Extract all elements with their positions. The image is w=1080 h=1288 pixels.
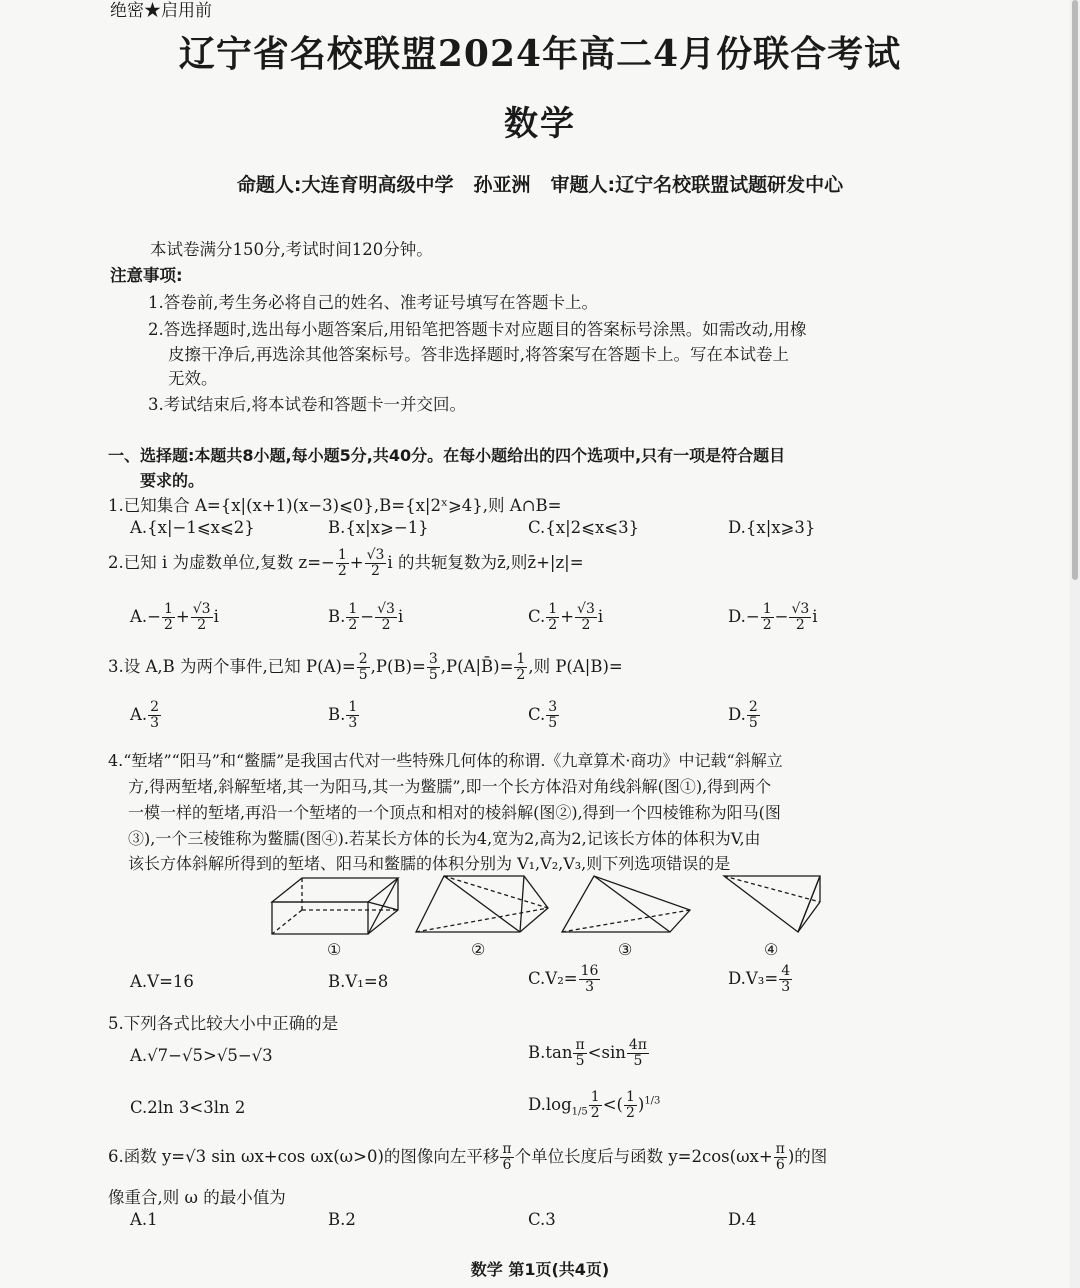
figure-2-qiandu bbox=[412, 870, 552, 936]
figure-3-label: ③ bbox=[618, 940, 633, 959]
q2-stem: 2.已知 i 为虚数单位,复数 z=− $\frac{1}{2}$ + $\frac{√3}{2}$ i 的共轭复数为z̄,则z̄+|z|= bbox=[108, 547, 584, 579]
exam-title: 辽宁省名校联盟2024年高二4月份联合考试 bbox=[178, 33, 902, 75]
note-1: 1.答卷前,考生务必将自己的姓名、准考证号填写在答题卡上。 bbox=[148, 293, 598, 312]
q4-option-b: B.V₁=8 bbox=[328, 972, 389, 991]
q2-option-b: B. $\frac{1}{2}$ − $\frac{√3}{2}$ i bbox=[328, 601, 404, 633]
q6-option-b: B.2 bbox=[328, 1210, 356, 1229]
q5-option-b: B.tan $\frac{\pi}{5}$ <sin $\frac{4\pi}{5}$ bbox=[528, 1037, 647, 1069]
note-2-end: 无效。 bbox=[168, 369, 218, 388]
q5-option-c: C.2ln 3<3ln 2 bbox=[130, 1098, 246, 1117]
figure-1-cuboid bbox=[268, 874, 404, 938]
note-2-cont: 皮擦干净后,再选涂其他答案标号。答非选择题时,将答案写在答题卡上。写在本试卷上 bbox=[168, 345, 789, 364]
q4-option-d: D.V₃= $\frac{4}{3}$ bbox=[728, 963, 791, 995]
q5-option-a: A.√7−√5>√5−√3 bbox=[130, 1046, 273, 1065]
q1-stem: 1.已知集合 A={x|(x+1)(x−3)⩽0},B={x|2ˣ⩾4},则 A∩B= bbox=[108, 496, 562, 515]
q3-option-a: A. $\frac{2}{3}$ bbox=[130, 699, 160, 731]
score-time: 本试卷满分150分,考试时间120分钟。 bbox=[150, 240, 433, 259]
q6-stem: 6.函数 y=√3 sin ωx+cos ωx(ω>0)的图像向左平移 $\frac{\pi}{6}$ 个单位长度后与函数 y=2cos(ωx+ $\frac{\pi}{6}$ )的图 bbox=[108, 1141, 828, 1173]
q5-stem: 5.下列各式比较大小中正确的是 bbox=[108, 1014, 339, 1033]
page-footer: 数学 第1页(共4页) bbox=[470, 1260, 610, 1279]
figure-4-label: ④ bbox=[764, 940, 779, 959]
q6-option-c: C.3 bbox=[528, 1210, 556, 1229]
q3-option-c: C. $\frac{3}{5}$ bbox=[528, 699, 558, 731]
q6-stem-cont: 像重合,则 ω 的最小值为 bbox=[108, 1188, 286, 1207]
q3-stem: 3.设 A,B 为两个事件,已知 P(A)= $\frac{2}{5}$ ,P(B)= $\frac{3}{5}$ ,P(A|B̄)= $\frac{1}{2}$ ,则 P(A|B)= bbox=[108, 651, 623, 683]
q6-option-a: A.1 bbox=[130, 1210, 158, 1229]
q2-option-d: D.− $\frac{1}{2}$ − $\frac{√3}{2}$ i bbox=[728, 601, 818, 633]
q4-option-a: A.V=16 bbox=[130, 972, 194, 991]
figure-4-bienao bbox=[720, 872, 824, 936]
q4-line-4: ③),一个三棱锥称为鳖臑(图④).若某长方体的长为4,宽为2,高为2,记该长方体的体积为V,由 bbox=[128, 829, 761, 848]
note-3: 3.考试结束后,将本试卷和答题卡一并交回。 bbox=[148, 395, 466, 414]
notes-title: 注意事项: bbox=[110, 266, 183, 285]
q4-line-2: 方,得两堑堵,斜解堑堵,其一为阳马,其一为鳖臑”,即一个长方体沿对角线斜解(图①),得到两个 bbox=[128, 777, 772, 796]
q1-option-b: B.{x|x⩾−1} bbox=[328, 518, 429, 537]
q4-line-1: 4.“堑堵”“阳马”和“鳖臑”是我国古代对一些特殊几何体的称谓.《九章算术·商功》中记载“斜解立 bbox=[108, 751, 783, 770]
secret-label: 绝密★启用前 bbox=[110, 1, 212, 21]
q2-option-a: A.− $\frac{1}{2}$ + $\frac{√3}{2}$ i bbox=[130, 601, 219, 633]
scrollbar-thumb[interactable] bbox=[1072, 0, 1078, 580]
q4-option-c: C.V₂= $\frac{16}{3}$ bbox=[528, 963, 599, 995]
q6-option-d: D.4 bbox=[728, 1210, 757, 1229]
q4-line-3: 一模一样的堑堵,再沿一个堑堵的一个顶点和相对的棱斜解(图②),得到一个四棱锥称为阳马(图 bbox=[128, 803, 781, 822]
figure-3-yangma bbox=[558, 872, 694, 936]
q1-option-c: C.{x|2⩽x⩽3} bbox=[528, 518, 640, 537]
note-2: 2.答选择题时,选出每小题答案后,用铅笔把答题卡对应题目的答案标号涂黑。如需改动,用橡 bbox=[148, 320, 807, 339]
section-heading: 一、选择题:本题共8小题,每小题5分,共40分。在每小题给出的四个选项中,只有一项是符合题目 bbox=[108, 446, 786, 465]
q5-option-d: $D.\log_{1/5}$ $\frac{1}{2}$ <( $\frac{1}{2}$ )$^{1/3}$ bbox=[528, 1089, 661, 1121]
q3-option-b: B. $\frac{1}{3}$ bbox=[328, 699, 358, 731]
figure-2-label: ② bbox=[471, 940, 486, 959]
figure-1-label: ① bbox=[327, 940, 342, 959]
setter: 命题人:大连育明高级中学 bbox=[236, 174, 454, 196]
q1-option-a: A.{x|−1⩽x⩽2} bbox=[130, 518, 255, 537]
setter-name: 孙亚洲 bbox=[473, 174, 531, 196]
reviewer: 审题人:辽宁名校联盟试题研发中心 bbox=[550, 174, 844, 196]
section-heading-cont: 要求的。 bbox=[140, 471, 205, 490]
q1-option-d: D.{x|x⩾3} bbox=[728, 518, 816, 537]
subject-title: 数学 bbox=[504, 104, 576, 144]
q4-line-5: 该长方体斜解所得到的堑堵、阳马和鳖臑的体积分别为 V₁,V₂,V₃,则下列选项错误的是 bbox=[128, 854, 731, 873]
q2-option-c: C. $\frac{1}{2}$ + $\frac{√3}{2}$ i bbox=[528, 601, 604, 633]
authors-line bbox=[0, 170, 1080, 197]
q3-option-d: D. $\frac{2}{5}$ bbox=[728, 699, 758, 731]
